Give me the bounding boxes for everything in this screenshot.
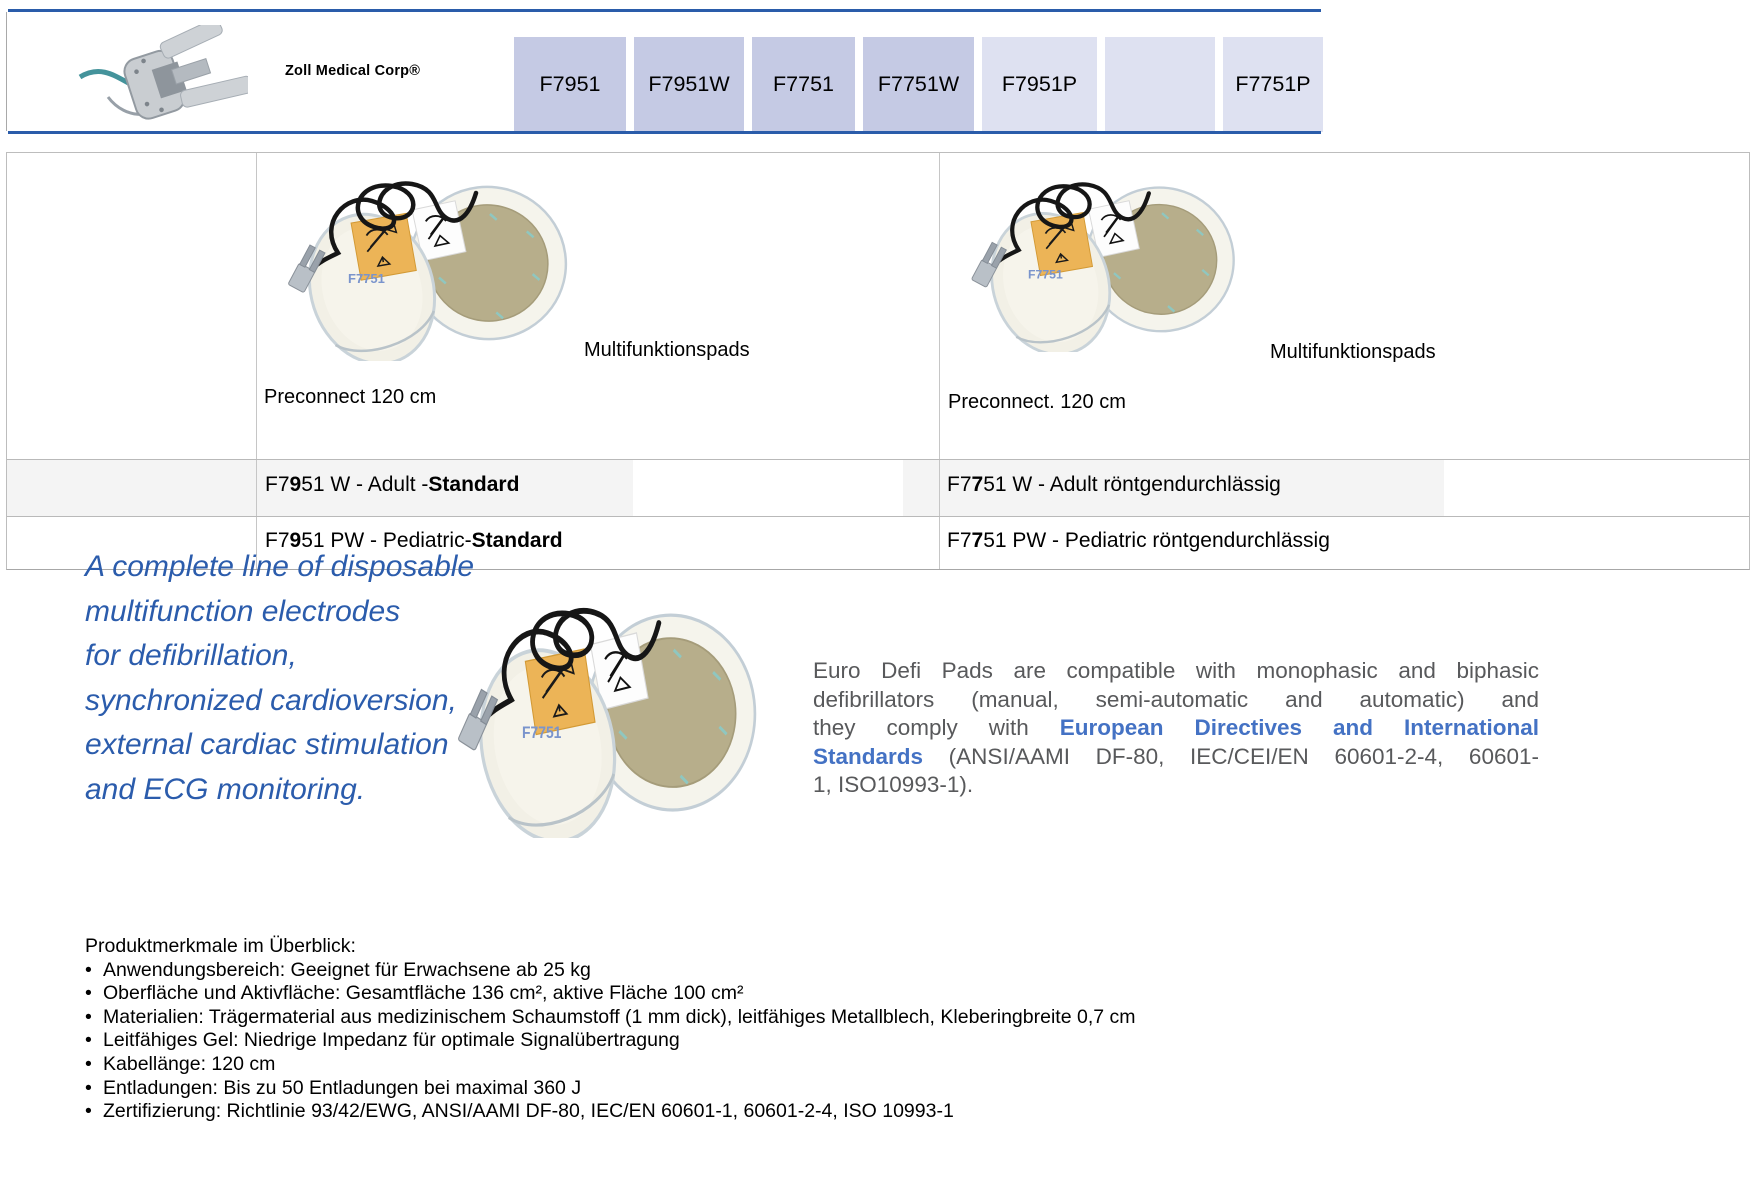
- table-divider: [256, 153, 257, 569]
- preconnect-label: Preconnect 120 cm: [264, 386, 437, 408]
- stripe-gap: [633, 459, 903, 516]
- tab-f7951[interactable]: F7951: [514, 37, 626, 132]
- compliance-paragraph: [813, 657, 1539, 800]
- preconnect-label: Preconnect. 120 cm: [948, 391, 1126, 413]
- connector-clip-image: [78, 25, 248, 130]
- standards-link-text: Standards: [813, 743, 924, 769]
- multifunction-pads-caption: Multifunktionspads: [584, 339, 750, 361]
- compliance-line: Standards (ANSI/AAMI DF-80, IEC/CEI/EN 60601-2-4, 60601-: [813, 743, 1539, 769]
- defib-pads-image: [945, 163, 1247, 352]
- intro-line: A complete line of disposable: [85, 550, 475, 583]
- defib-pads-image: [260, 161, 580, 361]
- feature-item: • Materialien: Trägermaterial aus medizinischem Schaumstoff (1 mm dick), leitfähiges Metallblech, Kleberingbreite 0,7 cm: [85, 1005, 1136, 1028]
- intro-line: multifunction electrodes: [85, 594, 401, 628]
- tab-f7751[interactable]: F7751: [752, 37, 855, 132]
- tab-f7951p[interactable]: F7951P: [982, 37, 1097, 132]
- feature-item: • Entladungen: Bis zu 50 Entladungen bei maximal 360 J: [85, 1076, 582, 1099]
- defib-pads-image: [428, 582, 770, 838]
- header-rule-bottom: [8, 131, 1321, 134]
- header-rule-top: [8, 9, 1321, 12]
- table-divider: [7, 516, 1749, 517]
- feature-item: • Oberfläche und Aktivfläche: Gesamtfläche 136 cm², aktive Fläche 100 cm²: [85, 982, 744, 1005]
- bullet-icon: •: [85, 1005, 92, 1028]
- intro-line: and ECG monitoring.: [85, 772, 366, 806]
- features-list: [85, 935, 1136, 1124]
- intro-text: [85, 545, 474, 812]
- table-divider: [7, 459, 1749, 460]
- bullet-icon: •: [85, 1052, 92, 1075]
- intro-line: external cardiac stimulation: [85, 728, 449, 761]
- product-name-pediatric-xray: F7751 PW - Pediatric röntgendurchlässig: [947, 529, 1330, 552]
- feature-item: • Zertifizierung: Richtlinie 93/42/EWG, ANSI/AAMI DF-80, IEC/EN 60601-1, 60601-2-4, ISO 10993-1: [85, 1100, 954, 1123]
- header-left-edge: [6, 12, 7, 131]
- product-name-adult-xray: F7751 W - Adult röntgendurchlässig: [947, 473, 1281, 496]
- intro-line: synchronized cardioversion,: [85, 683, 457, 717]
- bullet-icon: •: [85, 1029, 92, 1052]
- compliance-line: 1, ISO10993-1).: [813, 772, 974, 798]
- compliance-line: defibrillators (manual, semi-automatic and automatic) and: [813, 686, 1539, 712]
- standards-link-text: European Directives and International: [1059, 715, 1539, 741]
- tab-f7951w[interactable]: F7951W: [634, 37, 744, 132]
- feature-item: • Anwendungsbereich: Geeignet für Erwachsene ab 25 kg: [85, 958, 591, 981]
- compliance-line: Euro Defi Pads are compatible with monophasic and biphasic: [813, 658, 1539, 683]
- bullet-icon: •: [85, 982, 92, 1005]
- table-divider: [939, 153, 940, 569]
- feature-item: • Kabellänge: 120 cm: [85, 1052, 276, 1075]
- bullet-icon: •: [85, 1100, 92, 1123]
- bullet-icon: •: [85, 958, 92, 981]
- tab-f7751w[interactable]: F7751W: [863, 37, 974, 132]
- stripe-gap: [1444, 459, 1749, 516]
- feature-item: • Leitfähiges Gel: Niedrige Impedanz für optimale Signalübertragung: [85, 1029, 680, 1052]
- product-tabs: [514, 37, 1323, 132]
- intro-line: for defibrillation,: [85, 639, 297, 672]
- features-title: Produktmerkmale im Überblick:: [85, 935, 356, 957]
- tab-empty[interactable]: [1105, 37, 1215, 132]
- compliance-line: they comply with European Directives and International: [813, 715, 1539, 741]
- product-name-adult-standard: F7951 W - Adult -Standard: [265, 473, 520, 496]
- brand-name: Zoll Medical Corp®: [285, 63, 421, 79]
- bullet-icon: •: [85, 1076, 92, 1099]
- multifunction-pads-caption: Multifunktionspads: [1270, 341, 1436, 363]
- product-name-pediatric-standard: F7951 PW - Pediatric-Standard: [265, 529, 563, 552]
- tab-f7751p[interactable]: F7751P: [1223, 37, 1323, 132]
